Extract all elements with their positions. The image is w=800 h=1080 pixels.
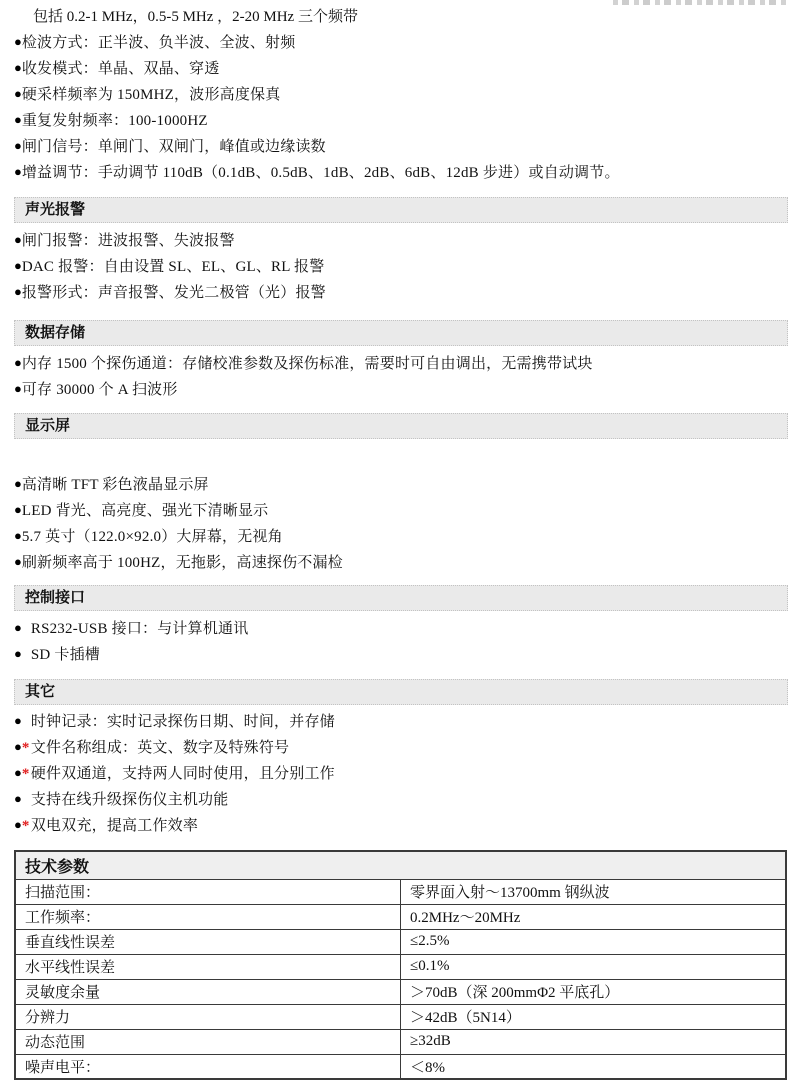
table-title: 技术参数 — [15, 851, 786, 879]
bullet-icon: ● — [14, 528, 22, 543]
table-row — [15, 1004, 786, 1029]
list-item — [14, 108, 787, 134]
section-title: 数据存储 — [25, 325, 86, 341]
list-item — [14, 280, 787, 306]
list-item-text: SD 卡插槽 — [30, 647, 100, 663]
list-item-text: 重复发射频率：100-1000HZ — [21, 113, 208, 129]
list-item — [14, 498, 787, 524]
table-row — [15, 1054, 786, 1079]
bullet-icon: ● — [14, 86, 22, 101]
param-label: 水平线性误差 — [15, 954, 401, 979]
list-item — [14, 377, 787, 403]
section-title: 声光报警 — [25, 202, 86, 218]
param-label: 噪声电平： — [15, 1054, 401, 1079]
list-item — [14, 30, 787, 56]
list-item-text: 内存 1500 个探伤通道：存储校准参数及探伤标准，需要时可自由调出，无需携带试块 — [21, 356, 593, 372]
star-marker: * — [21, 818, 30, 834]
param-value: 0.2MHz～20MHz — [401, 904, 787, 929]
bullet-icon: ● — [14, 620, 22, 635]
list-item-text: 双电双充，提高工作效率 — [30, 818, 199, 834]
list-item-text: 硬件双通道，支持两人同时使用，且分别工作 — [30, 766, 335, 782]
param-label: 灵敏度余量 — [15, 979, 401, 1004]
bullet-icon: ● — [14, 739, 22, 754]
list-item — [14, 616, 787, 642]
list-item — [14, 787, 787, 813]
bullet-icon: ● — [14, 646, 22, 661]
bullet-icon: ● — [14, 112, 22, 127]
table-row — [15, 1029, 786, 1054]
param-label: 动态范围 — [15, 1029, 401, 1054]
section-title: 控制接口 — [25, 590, 86, 606]
bullet-icon: ● — [14, 284, 22, 299]
param-value: 零界面入射～13700mm 钢纵波 — [401, 879, 787, 904]
section-header-display — [14, 413, 788, 439]
list-item-text: 闸门信号：单闸门、双闸门，峰值或边缘读数 — [21, 139, 326, 155]
bullet-icon: ● — [14, 476, 22, 491]
list-item — [14, 254, 787, 280]
list-item-text: 高清晰 TFT 彩色液晶显示屏 — [21, 477, 209, 493]
list-item-text: 文件名称组成：英文、数字及特殊符号 — [30, 740, 290, 756]
list-item — [14, 228, 787, 254]
list-item-text: LED 背光、高亮度、强光下清晰显示 — [21, 503, 269, 519]
table-title-row — [15, 851, 786, 879]
list-item-text: 报警形式：声音报警、发光二极管（光）报警 — [21, 285, 326, 301]
param-value: ≤0.1% — [401, 954, 787, 979]
table-row — [15, 879, 786, 904]
list-item — [14, 709, 787, 735]
section-header-sound-light-alarm — [14, 197, 788, 223]
star-marker: * — [21, 766, 30, 782]
list-item-text: 检波方式：正半波、负半波、全波、射频 — [21, 35, 296, 51]
list-item — [14, 82, 787, 108]
list-item — [14, 761, 787, 787]
param-label: 扫描范围： — [15, 879, 401, 904]
table-row — [15, 954, 786, 979]
param-value: ＞42dB（5N14） — [401, 1004, 787, 1029]
bullet-icon: ● — [14, 817, 22, 832]
list-item — [14, 160, 787, 186]
list-item — [14, 134, 787, 160]
section-header-data-storage — [14, 320, 788, 346]
param-value: ＞70dB（深 200mmΦ2 平底孔） — [401, 979, 787, 1004]
list-item-text: 硬采样频率为 150MHZ，波形高度保真 — [21, 87, 281, 103]
list-item-text: 5.7 英寸（122.0×92.0）大屏幕，无视角 — [21, 529, 283, 545]
section-title: 其它 — [25, 684, 56, 700]
technical-parameters-table — [14, 850, 787, 1080]
bullet-icon: ● — [14, 765, 22, 780]
list-item — [14, 351, 787, 377]
list-item — [14, 735, 787, 761]
section-title: 显示屏 — [25, 418, 71, 434]
bullet-icon: ● — [14, 713, 22, 728]
list-item-text: 刷新频率高于 100HZ，无拖影，高速探伤不漏检 — [21, 555, 343, 571]
table-row — [15, 979, 786, 1004]
bullet-icon: ● — [14, 791, 22, 806]
list-item — [14, 642, 787, 668]
list-item-text: 增益调节：手动调节 110dB（0.1dB、0.5dB、1dB、2dB、6dB、12dB 步进）或自动调节。 — [21, 165, 620, 181]
list-item-text: 时钟记录：实时记录探伤日期、时间，并存储 — [30, 714, 335, 730]
bullet-icon: ● — [14, 60, 22, 75]
param-label: 工作频率： — [15, 904, 401, 929]
list-item-text: RS232-USB 接口：与计算机通讯 — [30, 621, 249, 637]
section-header-others — [14, 679, 788, 705]
list-item-text: 闸门报警：进波报警、失波报警 — [21, 233, 235, 249]
bullet-icon: ● — [14, 138, 22, 153]
bullet-icon: ● — [14, 502, 22, 517]
bullet-icon: ● — [14, 381, 22, 396]
list-item-text: DAC 报警：自由设置 SL、EL、GL、RL 报警 — [21, 259, 325, 275]
bullet-icon: ● — [14, 258, 22, 273]
table-row — [15, 904, 786, 929]
list-item-text: 支持在线升级探伤仪主机功能 — [30, 792, 229, 808]
list-item-text: 收发模式：单晶、双晶、穿透 — [21, 61, 220, 77]
list-item — [14, 550, 787, 576]
param-value: ≤2.5% — [401, 929, 787, 954]
bullet-icon: ● — [14, 232, 22, 247]
intro-text: 包括 0.2-1 MHz，0.5-5 MHz ，2-20 MHz 三个频带 — [33, 9, 358, 25]
bullet-icon: ● — [14, 164, 22, 179]
list-item — [14, 524, 787, 550]
list-item — [14, 813, 787, 839]
clipped-text-fragment — [613, 0, 788, 5]
section-header-control-interface — [14, 585, 788, 611]
bullet-icon: ● — [14, 355, 22, 370]
bullet-icon: ● — [14, 554, 22, 569]
param-label: 分辨力 — [15, 1004, 401, 1029]
param-label: 垂直线性误差 — [15, 929, 401, 954]
param-value: ≥32dB — [401, 1029, 787, 1054]
bullet-icon: ● — [14, 34, 22, 49]
star-marker: * — [21, 740, 30, 756]
list-item — [14, 56, 787, 82]
table-row — [15, 929, 786, 954]
list-item — [14, 472, 787, 498]
param-value: ＜8% — [401, 1054, 787, 1079]
list-item-text: 可存 30000 个 A 扫波形 — [21, 382, 178, 398]
